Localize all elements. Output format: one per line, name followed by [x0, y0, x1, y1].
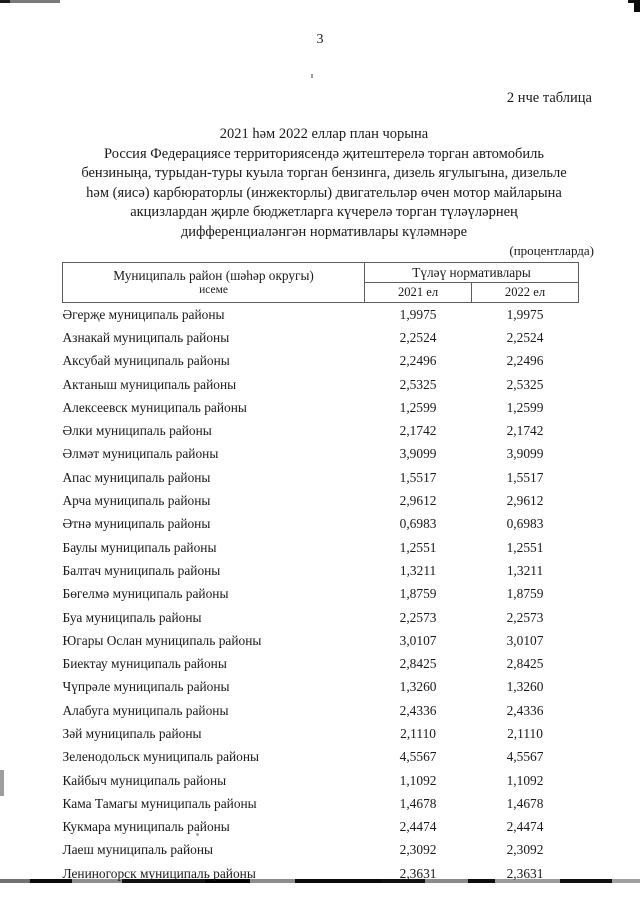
table-row	[63, 746, 579, 769]
cell-value-2022: 2,4336	[506, 702, 544, 718]
cell-value-2022: 1,8759	[506, 586, 544, 602]
cell-value-2022: 4,5567	[506, 749, 544, 765]
cell-value-2021: 0,6983	[399, 516, 437, 532]
table-row	[63, 419, 579, 442]
scan-artifact-top-edge	[0, 0, 640, 3]
page-number: 3	[316, 32, 324, 47]
column-header-municipality-line2: исеме	[199, 283, 228, 296]
table-row	[63, 676, 579, 699]
title-line-3: бензиныңа, турыдан-туры куыла торган бензинга, дизель ягулыгына, дизельле	[81, 165, 567, 181]
cell-municipality-name: Арча муниципаль районы	[62, 493, 211, 509]
cell-value-2022: 1,9975	[506, 306, 544, 322]
table-row	[63, 583, 579, 606]
cell-value-2021: 1,4678	[399, 795, 437, 811]
cell-municipality-name: Аксубай муниципаль районы	[62, 353, 230, 369]
cell-municipality-name: Әлмәт муниципаль районы	[62, 446, 219, 462]
cell-value-2021: 2,4336	[399, 702, 437, 718]
table-header-row-1	[63, 263, 579, 283]
cell-value-2022: 3,9099	[506, 446, 544, 462]
cell-value-2021: 2,5325	[399, 376, 437, 392]
cell-value-2021: 2,1110	[400, 725, 436, 741]
table-row	[63, 489, 579, 512]
cell-value-2022: 1,4678	[506, 795, 544, 811]
cell-value-2021: 1,2599	[399, 399, 437, 415]
cell-municipality-name: Чүпрәле муниципаль районы	[62, 679, 230, 695]
cell-value-2021: 4,5567	[399, 749, 437, 765]
cell-municipality-name: Алексеевск муниципаль районы	[62, 399, 247, 415]
cell-value-2021: 3,0107	[399, 632, 437, 648]
table-row	[63, 513, 579, 536]
table-row	[63, 862, 579, 885]
table-row	[63, 373, 579, 396]
cell-municipality-name: Кама Тамагы муниципаль районы	[62, 795, 257, 811]
scan-artifact-right-edge	[634, 0, 640, 12]
cell-value-2021: 2,9612	[399, 493, 437, 509]
table-row	[63, 303, 579, 327]
cell-value-2021: 1,8759	[399, 586, 437, 602]
table-row	[63, 396, 579, 419]
cell-value-2022: 2,3631	[506, 865, 544, 881]
cell-value-2021: 2,1742	[399, 423, 437, 439]
cell-municipality-name: Әгерҗе муниципаль районы	[62, 306, 225, 322]
table-row	[63, 792, 579, 815]
table-row	[63, 559, 579, 582]
cell-municipality-name: Актаныш муниципаль районы	[62, 376, 237, 392]
column-header-payment-normatives: Түләү нормативлары	[365, 263, 579, 283]
cell-municipality-name: Биектау муниципаль районы	[62, 656, 227, 672]
cell-municipality-name: Зәй муниципаль районы	[62, 725, 202, 741]
cell-municipality-name: Кукмара муниципаль районы	[62, 819, 230, 835]
cell-municipality-name: Әлки муниципаль районы	[62, 423, 212, 439]
cell-value-2022: 2,3092	[506, 842, 544, 858]
cell-value-2022: 2,9612	[506, 493, 544, 509]
units-note: (процентларда)	[509, 243, 594, 258]
cell-value-2022: 2,8425	[506, 656, 544, 672]
cell-municipality-name: Лениногорск муниципаль районы	[62, 865, 256, 881]
cell-value-2021: 3,9099	[399, 446, 437, 462]
title-line-5: акцизлардан җирле бюджетларга күчерелә торган түләүләрнең	[130, 204, 518, 220]
cell-municipality-name: Кайбыч муниципаль районы	[62, 772, 227, 788]
cell-value-2021: 2,2496	[399, 353, 437, 369]
table-row	[63, 326, 579, 349]
cell-municipality-name: Апас муниципаль районы	[62, 469, 211, 485]
cell-value-2021: 2,4474	[399, 819, 437, 835]
cell-municipality-name: Зеленодольск муниципаль районы	[62, 749, 260, 765]
title-line-1: 2021 һәм 2022 еллар план чорына	[219, 126, 429, 142]
cell-municipality-name: Бөгелмә муниципаль районы	[62, 586, 229, 602]
table-row	[63, 699, 579, 722]
normatives-table	[62, 262, 579, 885]
cell-value-2022: 1,2599	[506, 399, 544, 415]
table-row	[63, 350, 579, 373]
cell-value-2022: 3,0107	[506, 632, 544, 648]
title-line-4: һәм (яисә) карбюраторлы (инжекторлы) двигательләр өчен мотор майларына	[86, 184, 562, 201]
table-row	[63, 839, 579, 862]
table-row	[63, 466, 579, 489]
cell-value-2022: 2,2496	[506, 353, 544, 369]
cell-municipality-name: Буа муниципаль районы	[62, 609, 202, 625]
table-row	[63, 629, 579, 652]
cell-value-2021: 2,3092	[399, 842, 437, 858]
cell-value-2022: 1,5517	[506, 469, 544, 485]
cell-value-2021: 2,2573	[399, 609, 437, 625]
column-header-municipality	[63, 263, 365, 303]
cell-municipality-name: Лаеш муниципаль районы	[62, 842, 213, 858]
cell-value-2022: 2,2573	[506, 609, 544, 625]
cell-value-2022: 2,1110	[507, 725, 543, 741]
table-row	[63, 816, 579, 839]
cell-value-2021: 1,3260	[399, 679, 437, 695]
cell-value-2021: 1,2551	[399, 539, 437, 555]
cell-value-2021: 2,8425	[399, 656, 437, 672]
cell-value-2022: 2,4474	[506, 819, 544, 835]
table-caption: 2 нче таблица	[506, 90, 592, 106]
cell-value-2021: 1,1092	[399, 772, 437, 788]
cell-municipality-name: Баулы муниципаль районы	[62, 539, 217, 555]
cell-value-2022: 2,5325	[506, 376, 544, 392]
table-row	[63, 536, 579, 559]
cell-value-2022: 0,6983	[506, 516, 544, 532]
cell-value-2022: 2,1742	[506, 423, 544, 439]
title-line-6: дифференциаләнгән нормативлары күләмнәре	[180, 223, 468, 240]
cell-municipality-name: Балтач муниципаль районы	[62, 562, 221, 578]
cell-value-2022: 2,2524	[506, 329, 544, 345]
scan-speck	[311, 74, 313, 78]
table-row	[63, 652, 579, 675]
column-header-year-2021: 2021 ел	[365, 283, 472, 303]
table-row	[63, 722, 579, 745]
cell-value-2021: 1,9975	[399, 306, 437, 322]
column-header-year-2022: 2022 ел	[472, 283, 579, 303]
cell-value-2022: 1,3260	[506, 679, 544, 695]
cell-value-2021: 1,5517	[399, 469, 437, 485]
cell-value-2021: 2,3631	[399, 865, 437, 881]
table-row	[63, 606, 579, 629]
cell-value-2021: 1,3211	[399, 562, 437, 578]
table-row	[63, 769, 579, 792]
cell-value-2022: 1,1092	[506, 772, 544, 788]
cell-municipality-name: Югары Ослан муниципаль районы	[62, 632, 262, 648]
table-row	[63, 443, 579, 466]
cell-value-2021: 2,2524	[399, 329, 437, 345]
document-title	[48, 125, 600, 242]
cell-municipality-name: Әтнә муниципаль районы	[62, 516, 211, 532]
column-header-municipality-line1: Муниципаль район (шәһәр округы)	[113, 267, 314, 283]
cell-value-2022: 1,3211	[506, 562, 544, 578]
table-body	[63, 303, 579, 886]
scan-artifact-left-edge	[0, 770, 4, 796]
cell-value-2022: 1,2551	[506, 539, 544, 555]
cell-municipality-name: Алабуга муниципаль районы	[62, 702, 229, 718]
cell-municipality-name: Азнакай муниципаль районы	[62, 329, 230, 345]
table-header	[63, 263, 579, 303]
title-line-2: Россия Федерациясе территориясендә җитештерелә торган автомобиль	[104, 145, 544, 162]
